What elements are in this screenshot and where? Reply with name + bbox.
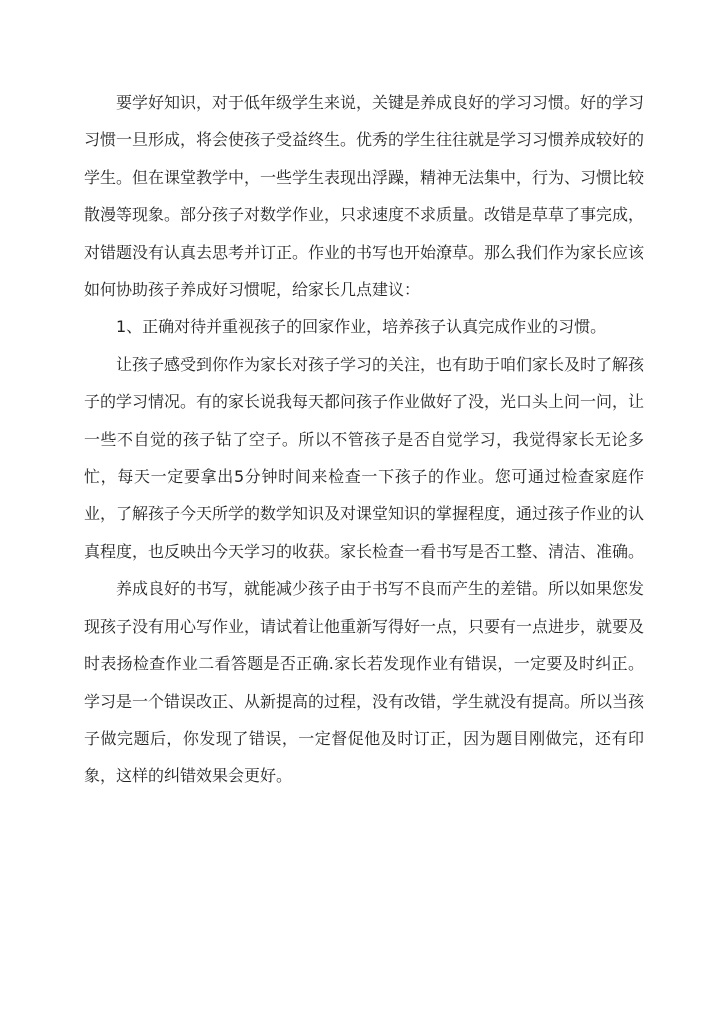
paragraph-suggestion-1: 1、正确对待并重视孩子的回家作业，培养孩子认真完成作业的习惯。: [116, 317, 607, 337]
paragraph-intro: 要学好知识，对于低年级学生来说，关键是养成良好的学习习惯。好的学习习惯一旦形成，将会使孩子受益终生。优秀的学生往往就是学习习惯养成较好的学生。但在课堂教学中，一些学生表现出浮躁，精神无法集中，行为、习惯比较散漫等现象。部分孩子对数学作业，只求速度不求质量。改错是草草了事完成，对错题没有认真去思考并订正。作业的书写也开始潦草。那么我们作为家长应该如何协助孩子养成好习惯呢，给家长几点建议：: [84, 93, 645, 300]
document-body: [84, 84, 644, 795]
paragraph-handwriting: 养成良好的书写，就能减少孩子由于书写不良而产生的差错。所以如果您发现孩子没有用心写作业，请试着让他重新写得好一点，只要有一点进步，就要及时表扬检查作业二看答题是否正确.家长若发现作业有错误，一定要及时纠正。学习是一个错误改正、从新提高的过程，没有改错，学生就没有提高。所以当孩子做完题后，你发现了错误，一定督促他及时订正，因为题目刚做完，还有印象，这样的纠错效果会更好。: [84, 579, 645, 786]
paragraph-homework-check: 让孩子感受到你作为家长对孩子学习的关注，也有助于咱们家长及时了解孩子的学习情况。有的家长说我每天都问孩子作业做好了没，光口头上问一问，让一些不自觉的孩子钻了空子。所以不管孩子是否自觉学习，我觉得家长无论多忙，每天一定要拿出5分钟时间来检查一下孩子的作业。您可通过检查家庭作业，了解孩子今天所学的数学知识及对课堂知识的掌握程度，通过孩子作业的认真程度，也反映出今天学习的收获。家长检查一看书写是否工整、清洁、准确。: [84, 354, 645, 561]
